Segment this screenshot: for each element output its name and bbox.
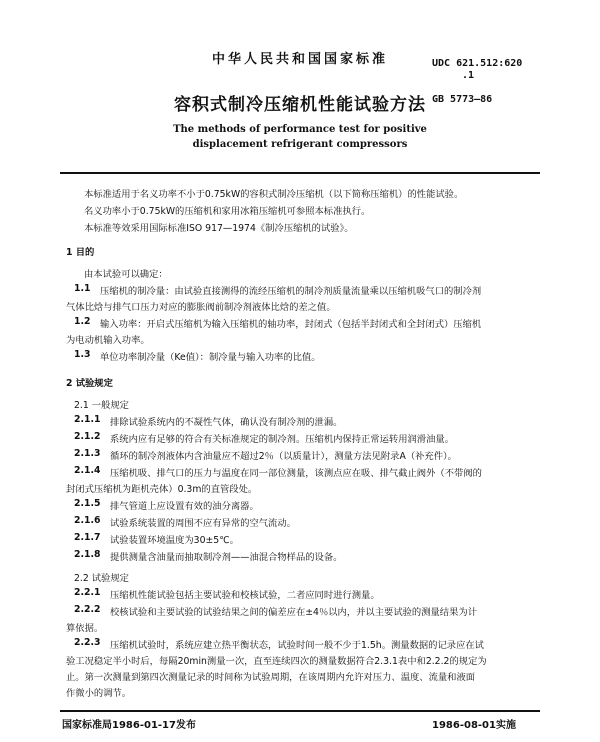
clause-text: 气体比焓与排气口压力对应的膨胀阀前制冷剂液体比焓的差之值。 — [66, 302, 336, 313]
clause-text: 压缩机吸、排气口的压力与温度在同一部位测量，该测点应在吸、排气截止阀外（不带阀的 — [110, 468, 482, 479]
clause-number: 2.1.1 — [74, 414, 101, 425]
effective-date: 1986-08-01实施 — [432, 720, 516, 731]
clause-number: 2.1.5 — [74, 498, 101, 509]
clause-text: 提供测量含油量而抽取制冷剂——油混合物样品的设备。 — [110, 552, 343, 563]
document-title-cn: 容积式制冷压缩机性能试验方法 — [174, 95, 426, 115]
clause-text: 压缩机试验时，系统应建立热平衡状态，试验时间一般不少于1.5h。测量数据的记录应在试 — [110, 640, 484, 651]
clause-text: 单位功率制冷量（Ke值）：制冷量与输入功率的比值。 — [100, 352, 321, 363]
udc-code: UDC 621.512:620 — [432, 58, 523, 69]
bottom-rule — [60, 710, 540, 712]
subsection-heading: 2.1 一般规定 — [74, 400, 129, 411]
clause-text: 试验装置环境温度为30±5℃。 — [110, 535, 239, 546]
udc-code-suffix: .1 — [462, 70, 475, 81]
section-heading: 1 目的 — [66, 247, 95, 258]
document-title-en — [0, 122, 600, 152]
clause-text: 排气管道上应设置有效的油分离器。 — [110, 501, 259, 512]
clause-number: 1.1 — [74, 283, 91, 294]
clause-text: 校核试验和主要试验的试验结果之间的偏差应在±4％以内，并以主要试验的测量结果为计 — [110, 607, 477, 618]
clause-number: 2.1.4 — [74, 465, 101, 476]
clause-text: 循环的制冷剂液体内含油量应不超过2％（以质量计），测量方法见附录A（补充件）。 — [110, 451, 457, 462]
gb-code: GB 5773—86 — [432, 94, 493, 105]
clause-number: 2.2.3 — [74, 637, 101, 648]
clause-number: 2.1.8 — [74, 549, 101, 560]
issue-date: 国家标准局1986-01-17发布 — [62, 720, 196, 731]
clause-text: 压缩机性能试验包括主要试验和校核试验，二者应同时进行测量。 — [110, 590, 380, 601]
clause-text: 为电动机输入功率。 — [66, 335, 150, 346]
top-rule — [60, 172, 540, 174]
standard-name: 中华人民共和国国家标准 — [211, 52, 388, 67]
clause-number: 2.1.2 — [74, 431, 101, 442]
clause-text: 试验系统装置的周围不应有异常的空气流动。 — [110, 518, 296, 529]
clause-number: 1.3 — [74, 349, 91, 360]
intro-paragraph: 名义功率小于0.75kW的压缩机和家用冰箱压缩机可参照本标准执行。 — [84, 206, 371, 217]
clause-number: 2.2.2 — [74, 604, 101, 615]
clause-number: 1.2 — [74, 316, 91, 327]
clause-number: 2.1.3 — [74, 448, 101, 459]
section-intro: 由本试验可以确定： — [84, 269, 168, 280]
title-en-line: The methods of performance test for positive — [173, 124, 427, 135]
subsection-heading: 2.2 试验规定 — [74, 573, 129, 584]
clause-number: 2.1.7 — [74, 532, 101, 543]
intro-paragraph: 本标准等效采用国际标准ISO 917—1974《制冷压缩机的试验》。 — [84, 223, 354, 234]
clause-text: 系统内应有足够的符合有关标准规定的制冷剂。压缩机内保持正常运转用润滑油量。 — [110, 434, 454, 445]
clause-text: 止。第一次测量到第四次测量记录的时间称为试验周期，在该周期内允许对压力、温度、流量和液面 — [66, 672, 476, 683]
clause-text: 验工况稳定半小时后，每隔20min测量一次，直至连续四次的测量数据符合2.3.1表中和2.2.2的规定为 — [66, 656, 487, 667]
clause-text: 排除试验系统内的不凝性气体，确认没有制冷剂的泄漏。 — [110, 417, 343, 428]
section-heading: 2 试验规定 — [66, 378, 113, 389]
clause-text: 输入功率：开启式压缩机为输入压缩机的轴功率，封闭式（包括半封闭式和全封闭式）压缩机 — [100, 319, 482, 330]
intro-paragraph: 本标准适用于名义功率不小于0.75kW的容积式制冷压缩机（以下简称压缩机）的性能试验。 — [84, 189, 464, 200]
clause-text: 算依据。 — [66, 623, 104, 634]
clause-number: 2.2.1 — [74, 587, 101, 598]
clause-text: 压缩机的制冷量：由试验直接测得的流经压缩机的制冷剂质量流量乘以压缩机吸气口的制冷剂 — [100, 286, 482, 297]
clause-text: 封闭式压缩机为距机壳体）0.3m的直管段处。 — [66, 484, 258, 495]
title-en-line: displacement refrigerant compressors — [192, 139, 408, 150]
clause-number: 2.1.6 — [74, 515, 101, 526]
clause-text: 作微小的调节。 — [66, 688, 132, 699]
